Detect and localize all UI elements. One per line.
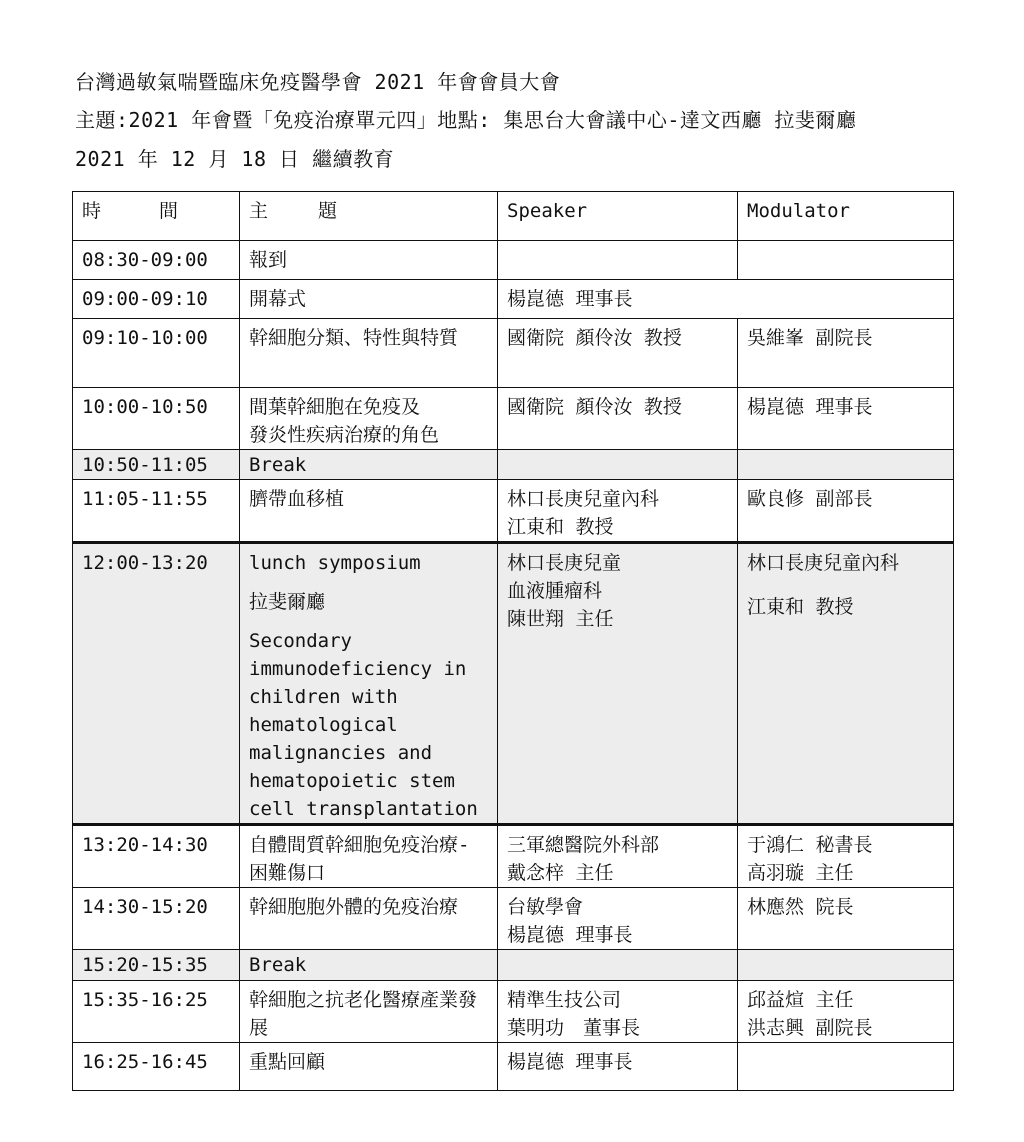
topic-cell: 間葉幹細胞在免疫及 發炎性疾病治療的角色 (240, 388, 498, 450)
time-cell: 08:30-09:00 (73, 241, 240, 280)
theme-and-venue-line: 主題:2021 年會暨「免疫治療單元四」地點: 集思台大會議中心-達文西廳 拉斐爾廳 (75, 108, 857, 132)
moderator-cell (738, 950, 954, 981)
table-header-row (73, 192, 954, 241)
moderator-cell: 邱益煊 主任 洪志興 副院長 (738, 981, 954, 1043)
time-cell: 09:00-09:10 (73, 280, 240, 319)
table-row (73, 825, 954, 888)
column-header-speaker: Speaker (498, 192, 738, 241)
time-cell: 13:20-14:30 (73, 825, 240, 888)
speaker-cell (498, 450, 738, 480)
moderator-cell: 于鴻仁 秘書長 高羽璇 主任 (738, 825, 954, 888)
topic-cell: Break (240, 450, 498, 480)
topic-cell: lunch symposium 拉斐爾廳 Secondary immunodeficiency in children with hematological malignancies and hematopoietic stem cell transplantation (240, 543, 498, 825)
table-row (73, 280, 954, 319)
time-cell: 15:20-15:35 (73, 950, 240, 981)
table-row (73, 480, 954, 543)
time-cell: 10:00-10:50 (73, 388, 240, 450)
table-row (73, 319, 954, 388)
time-cell: 09:10-10:00 (73, 319, 240, 388)
table-row (73, 388, 954, 450)
time-cell: 10:50-11:05 (73, 450, 240, 480)
moderator-cell: 林應然 院長 (738, 888, 954, 950)
date-line: 2021 年 12 月 18 日 繼續教育 (75, 147, 395, 171)
speaker-cell: 林口長庚兒童內科 江東和 教授 (498, 480, 738, 543)
time-cell: 11:05-11:55 (73, 480, 240, 543)
moderator-cell: 楊崑德 理事長 (738, 388, 954, 450)
column-header-topic: 主 題 (240, 192, 498, 241)
speaker-cell: 國衛院 顏伶汝 教授 (498, 319, 738, 388)
table-row (73, 543, 954, 825)
schedule-table (72, 191, 954, 1091)
table-row (73, 1043, 954, 1091)
topic-cell: 幹細胞之抗老化醫療產業發展 (240, 981, 498, 1043)
moderator-cell: 歐良修 副部長 (738, 480, 954, 543)
topic-cell: 臍帶血移植 (240, 480, 498, 543)
speaker-cell: 楊崑德 理事長 (498, 280, 954, 319)
topic-cell: Break (240, 950, 498, 981)
speaker-cell: 林口長庚兒童 血液腫瘤科 陳世翔 主任 (498, 543, 738, 825)
topic-cell: 重點回顧 (240, 1043, 498, 1091)
topic-cell: 開幕式 (240, 280, 498, 319)
time-cell: 16:25-16:45 (73, 1043, 240, 1091)
table-row (73, 241, 954, 280)
document-title: 台灣過敏氣喘暨臨床免疫醫學會 2021 年會會員大會 (75, 70, 561, 94)
topic-cell: 自體間質幹細胞免疫治療-困難傷口 (240, 825, 498, 888)
speaker-cell: 楊崑德 理事長 (498, 1043, 738, 1091)
table-row (73, 981, 954, 1043)
moderator-cell: 吳維峯 副院長 (738, 319, 954, 388)
column-header-moderator: Modulator (738, 192, 954, 241)
speaker-cell (498, 950, 738, 981)
time-cell: 12:00-13:20 (73, 543, 240, 825)
speaker-cell: 台敏學會 楊崑德 理事長 (498, 888, 738, 950)
topic-cell: 幹細胞胞外體的免疫治療 (240, 888, 498, 950)
speaker-cell: 三軍總醫院外科部 戴念梓 主任 (498, 825, 738, 888)
time-cell: 15:35-16:25 (73, 981, 240, 1043)
speaker-cell: 國衛院 顏伶汝 教授 (498, 388, 738, 450)
table-row (73, 450, 954, 480)
speaker-cell (498, 241, 738, 280)
moderator-cell (738, 241, 954, 280)
moderator-cell (738, 1043, 954, 1091)
table-row (73, 950, 954, 981)
speaker-cell: 精準生技公司 葉明功 董事長 (498, 981, 738, 1043)
moderator-cell (738, 450, 954, 480)
table-row (73, 888, 954, 950)
column-header-time: 時 間 (73, 192, 240, 241)
moderator-cell: 林口長庚兒童內科 江東和 教授 (738, 543, 954, 825)
topic-cell: 幹細胞分類、特性與特質 (240, 319, 498, 388)
time-cell: 14:30-15:20 (73, 888, 240, 950)
topic-cell: 報到 (240, 241, 498, 280)
